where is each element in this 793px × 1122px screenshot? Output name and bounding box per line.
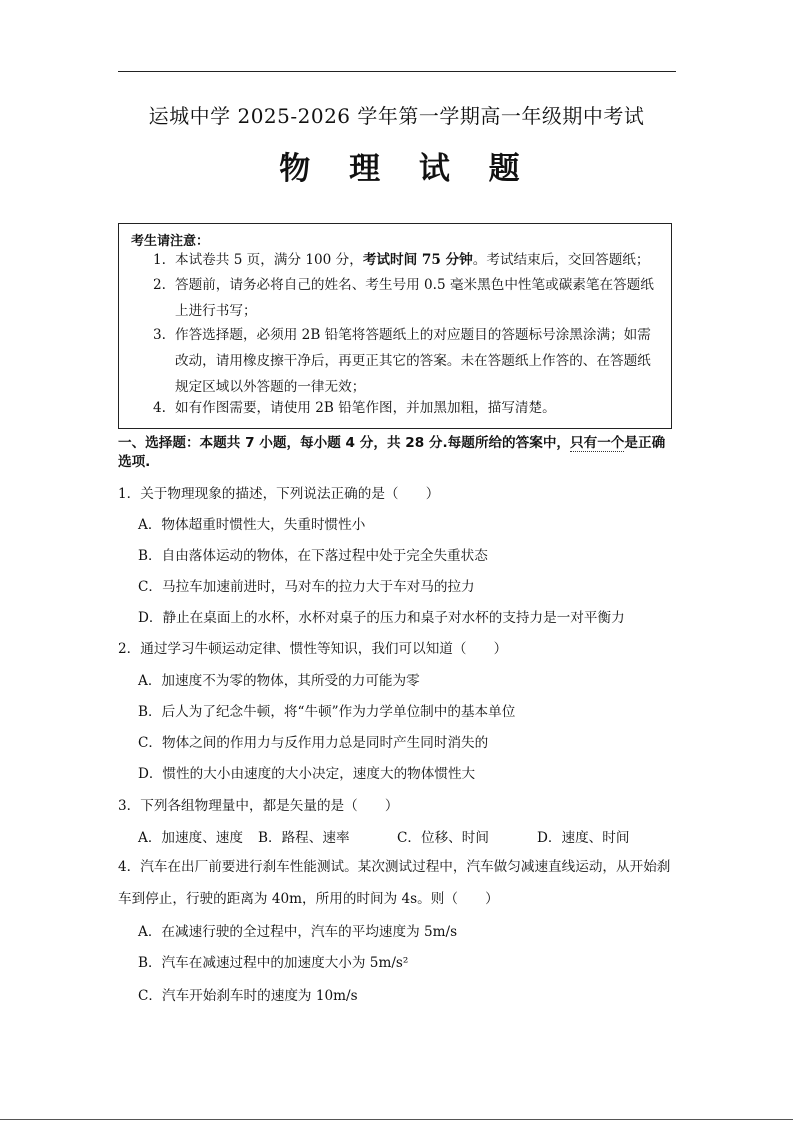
notice-item-number: 2. (153, 277, 166, 293)
section-heading-emphasis: 只有一个 (570, 435, 625, 451)
notice-item-text-part: 本试卷共 5 页，满分 100 分， (175, 252, 363, 268)
notice-title: 考生请注意： (131, 234, 210, 249)
notice-item-number: 1. (153, 252, 166, 268)
answer-option: B．汽车在减速过程中的加速度大小为 5m/s² (138, 955, 409, 971)
question-stem: 2．通过学习牛顿运动定律、惯性等知识，我们可以知道（ ） (118, 641, 508, 657)
notice-item-text: 如有作图需要，请使用 2B 铅笔作图，并加黑加粗，描写清楚。 (175, 400, 556, 416)
exam-title: 运城中学 2025-2026 学年第一学期高一年级期中考试 (148, 104, 645, 128)
answer-option: C．物体之间的作用力与反作用力总是同时产生同时消失的 (138, 735, 489, 751)
notice-item-bold-text: 考试时间 75 分钟 (362, 252, 473, 268)
question-stem: 1．关于物理现象的描述，下列说法正确的是（ ） (118, 486, 440, 502)
answer-option: B．后人为了纪念牛顿，将“牛顿”作为力学单位制中的基本单位 (138, 704, 516, 720)
header-top-rule (118, 71, 676, 72)
section-heading-text: 是正确选项. (118, 435, 666, 470)
answer-option: D．速度、时间 (537, 830, 630, 846)
answer-option: B．路程、速率 (258, 830, 350, 846)
notice-box (118, 223, 672, 429)
notice-item-text (175, 247, 661, 273)
answer-option: A．加速度、速度 (138, 830, 243, 846)
answer-option: C．位移、时间 (397, 830, 489, 846)
answer-option: C．马拉车加速前进时，马对车的拉力大于车对马的拉力 (138, 579, 475, 595)
answer-option: A．物体超重时惯性大，失重时惯性小 (138, 517, 366, 533)
answer-option: A．加速度不为零的物体，其所受的力可能为零 (138, 673, 420, 689)
answer-option: B．自由落体运动的物体，在下落过程中处于完全失重状态 (138, 548, 488, 564)
answer-option: D．惯性的大小由速度的大小决定，速度大的物体惯性大 (138, 766, 476, 782)
notice-item-text-part: 。考试结束后，交回答题纸； (472, 252, 650, 268)
notice-item-text: 作答选择题，必须用 2B 铅笔将答题纸上的对应题目的答题标号涂黑涂满；如需改动，请用橡皮擦干净后，再更正其它的答案。未在答题纸上作答的、在答题纸规定区域以外答题的一律无效； (175, 327, 651, 395)
answer-option: D．静止在桌面上的水杯，水杯对桌子的压力和桌子对水杯的支持力是一对平衡力 (138, 610, 625, 626)
notice-item-number: 4. (153, 400, 166, 416)
section-heading (118, 434, 678, 472)
page-bottom-rule (0, 1119, 793, 1120)
answer-option: C．汽车开始刹车时的速度为 10m/s (138, 988, 358, 1004)
notice-item-text: 答题前，请务必将自己的姓名、考生号用 0.5 毫米黑色中性笔或碳素笔在答题纸上进行书写； (175, 277, 654, 319)
section-heading-text: 一、选择题：本题共 7 小题，每小题 4 分，共 28 分.每题所给的答案中， (118, 435, 571, 451)
notice-item-number: 3. (153, 327, 166, 343)
subject-title: 物 理 试 题 (279, 151, 534, 187)
answer-option: A．在减速行驶的全过程中，汽车的平均速度为 5m/s (138, 924, 458, 940)
question-stem: 4．汽车在出厂前要进行刹车性能测试。某次测试过程中，汽车做匀减速直线运动，从开始刹车到停止，行驶的距离为 40m，所用的时间为 4s。则（ ） (118, 859, 671, 907)
question-stem: 3．下列各组物理量中，都是矢量的是（ ） (118, 798, 399, 814)
